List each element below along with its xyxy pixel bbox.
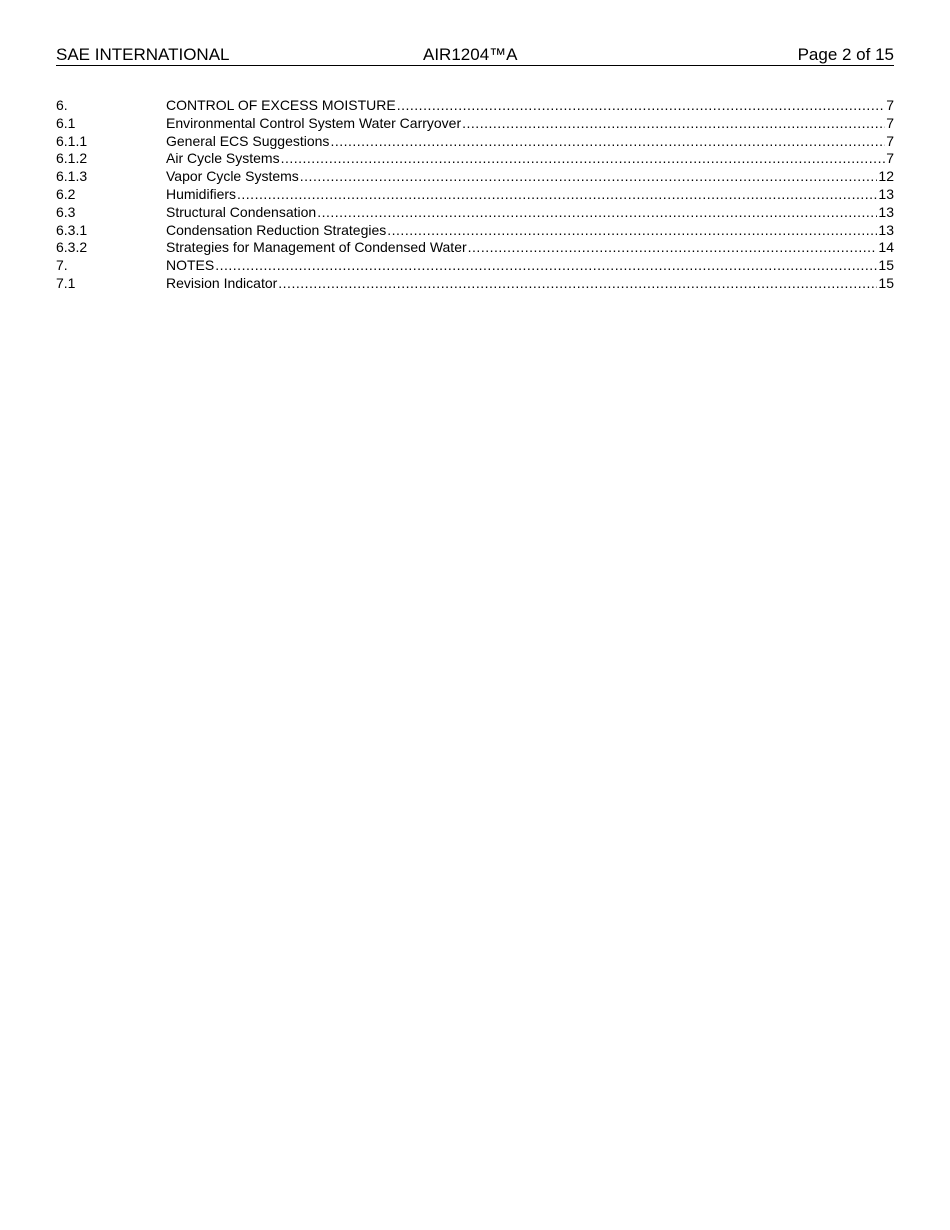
toc-section-title: Revision Indicator [166,274,278,291]
toc-entry[interactable] [56,239,894,257]
toc-leader-dots [330,133,885,151]
toc-section-number: 6.1 [56,114,76,131]
toc-section-title: Strategies for Management of Condensed Water [166,239,467,256]
toc-entry[interactable] [56,97,894,115]
document-number: AIR1204™A [423,45,518,64]
toc-section-number: 6.3.2 [56,239,88,256]
toc-section-number: 7.1 [56,274,76,291]
table-of-contents [56,97,894,293]
toc-page-number: 7 [886,97,894,113]
page-indicator: Page 2 of 15 [797,45,894,64]
toc-section-number: 6.1.3 [56,168,88,185]
toc-page-number: 7 [886,132,894,149]
toc-leader-dots [462,115,885,133]
toc-leader-dots [300,168,878,186]
toc-leader-dots [215,257,877,275]
toc-page-number: 14 [878,239,894,256]
toc-section-number: 6.3 [56,203,76,220]
toc-section-title: Humidifiers [166,185,237,202]
toc-section-title: Vapor Cycle Systems [166,168,299,185]
toc-leader-dots [278,275,877,293]
toc-leader-dots [281,150,886,168]
toc-entry[interactable] [56,133,894,151]
toc-section-number: 6.3.1 [56,221,88,238]
toc-page-number: 13 [878,221,894,238]
toc-section-title: Structural Condensation [166,203,317,220]
toc-leader-dots [317,204,877,222]
toc-entry[interactable] [56,275,894,293]
toc-leader-dots [237,186,877,204]
toc-page-number: 12 [878,168,894,185]
toc-entry[interactable] [56,115,894,133]
toc-page-number: 13 [878,185,894,202]
toc-section-title: Condensation Reduction Strategies [166,221,387,238]
toc-section-number: 7. [56,257,68,274]
toc-leader-dots [468,239,878,257]
toc-entry[interactable] [56,186,894,204]
toc-section-number: 6.2 [56,185,76,202]
toc-section-number: 6.1.2 [56,150,88,167]
toc-page-number: 13 [878,203,894,220]
toc-section-title: CONTROL OF EXCESS MOISTURE [166,97,396,113]
toc-page-number: 15 [878,274,894,291]
toc-entry[interactable] [56,257,894,275]
toc-section-title: General ECS Suggestions [166,132,330,149]
toc-page-number: 7 [886,114,894,131]
toc-section-title: Air Cycle Systems [166,150,280,167]
toc-section-title: Environmental Control System Water Carryover [166,114,462,131]
toc-leader-dots [387,222,877,240]
toc-leader-dots [397,97,885,115]
publisher-name: SAE INTERNATIONAL [56,45,230,64]
toc-entry[interactable] [56,150,894,168]
toc-page-number: 7 [886,150,894,167]
page-header [56,44,894,66]
toc-section-number: 6. [56,97,68,113]
toc-entry[interactable] [56,204,894,222]
toc-section-number: 6.1.1 [56,132,88,149]
toc-entry[interactable] [56,222,894,240]
toc-page-number: 15 [878,257,894,274]
toc-section-title: NOTES [166,257,215,274]
toc-entry[interactable] [56,168,894,186]
